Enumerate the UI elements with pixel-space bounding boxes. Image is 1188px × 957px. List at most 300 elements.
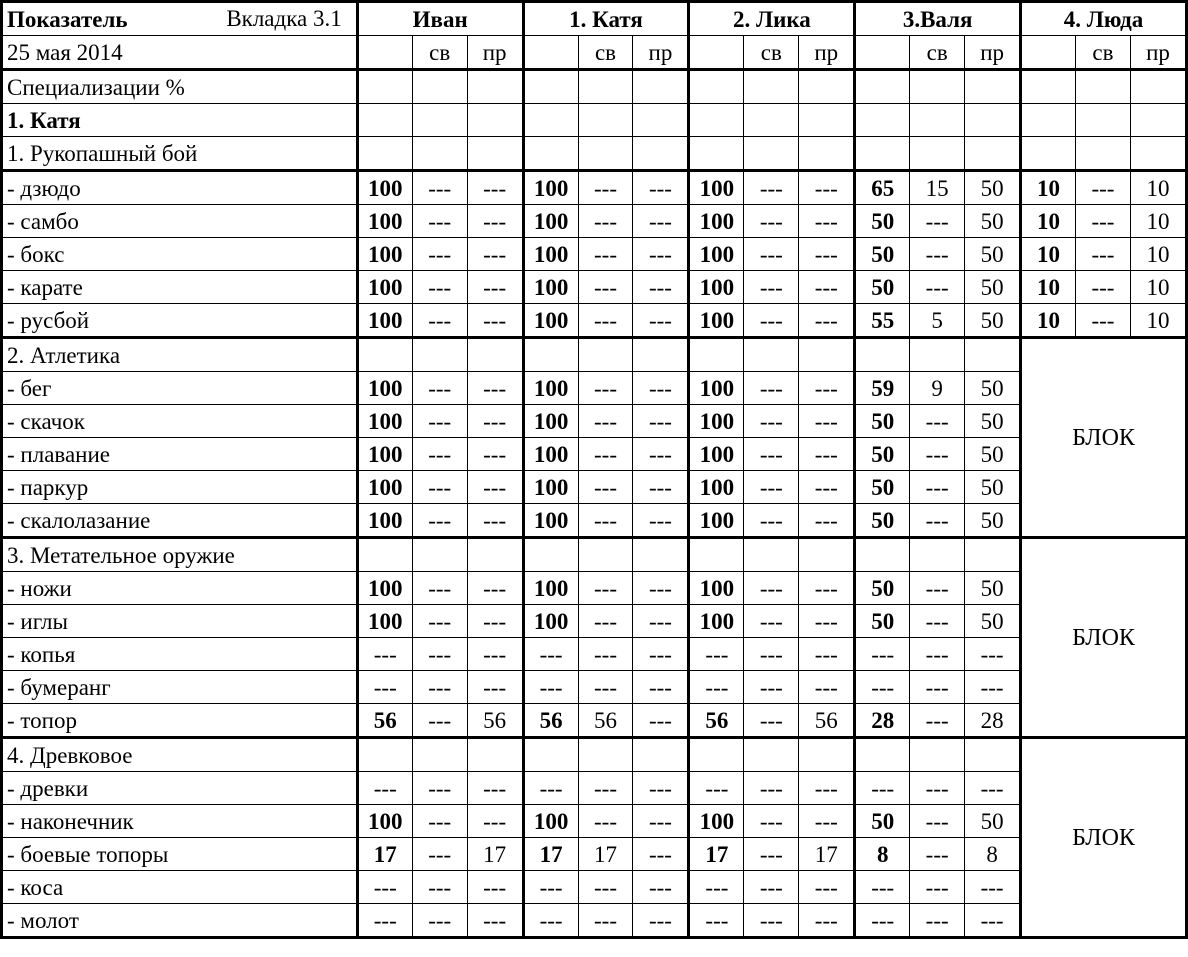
value-cell (799, 104, 855, 137)
value-cell: 50 (965, 471, 1021, 504)
value-cell (744, 104, 799, 137)
value-cell: 100 (523, 238, 578, 271)
row-label: - дзюдо (2, 171, 358, 205)
value-cell: --- (357, 638, 412, 671)
row-label: - бумеранг (2, 671, 358, 704)
value-cell: --- (412, 438, 467, 471)
subheader-row (2, 36, 1187, 70)
value-cell: --- (633, 605, 689, 638)
value-cell: --- (744, 238, 799, 271)
value-cell: 100 (689, 471, 744, 504)
value-cell: 100 (523, 805, 578, 838)
table-row (2, 838, 1187, 871)
value-cell (689, 137, 744, 171)
value-cell: --- (799, 271, 855, 304)
value-cell: 5 (910, 304, 965, 338)
value-cell: --- (578, 205, 633, 238)
value-cell: --- (965, 904, 1021, 938)
value-cell (467, 137, 523, 171)
value-cell: 100 (357, 205, 412, 238)
value-cell (744, 538, 799, 572)
value-cell: --- (412, 271, 467, 304)
table-row (2, 605, 1187, 638)
subheader-cell: св (1076, 36, 1131, 70)
value-cell: --- (467, 238, 523, 271)
value-cell: --- (744, 271, 799, 304)
value-cell: --- (689, 638, 744, 671)
value-cell: 100 (689, 304, 744, 338)
value-cell (412, 738, 467, 772)
row-label: - самбо (2, 205, 358, 238)
value-cell: 56 (578, 704, 633, 738)
value-cell: --- (467, 471, 523, 504)
value-cell: 50 (855, 405, 910, 438)
value-cell (1021, 70, 1076, 104)
value-cell: --- (412, 871, 467, 904)
value-cell: --- (744, 904, 799, 938)
table-row (2, 572, 1187, 605)
header-title-cell (2, 2, 358, 36)
value-cell: --- (467, 671, 523, 704)
value-cell (357, 738, 412, 772)
value-cell: 17 (523, 838, 578, 871)
value-cell: --- (633, 805, 689, 838)
value-cell (744, 70, 799, 104)
value-cell: --- (910, 904, 965, 938)
value-cell (799, 137, 855, 171)
value-cell: --- (633, 238, 689, 271)
value-cell: --- (412, 405, 467, 438)
value-cell: 56 (357, 704, 412, 738)
table-row (2, 904, 1187, 938)
value-cell: --- (910, 504, 965, 538)
value-cell: 9 (910, 372, 965, 405)
value-cell (855, 738, 910, 772)
value-cell: --- (799, 638, 855, 671)
value-cell: --- (633, 438, 689, 471)
table-row (2, 205, 1187, 238)
section-title-row (2, 338, 1187, 372)
value-cell: 50 (855, 271, 910, 304)
value-cell (965, 70, 1021, 104)
value-cell: --- (467, 304, 523, 338)
value-cell: --- (357, 871, 412, 904)
value-cell: 10 (1021, 171, 1076, 205)
value-cell: --- (467, 504, 523, 538)
value-cell: --- (633, 904, 689, 938)
value-cell (412, 137, 467, 171)
value-cell: 100 (523, 205, 578, 238)
value-cell: 10 (1021, 304, 1076, 338)
value-cell: --- (412, 372, 467, 405)
value-cell: --- (633, 471, 689, 504)
value-cell: --- (1076, 205, 1131, 238)
value-cell (467, 70, 523, 104)
value-cell: --- (578, 605, 633, 638)
row-label: - иглы (2, 605, 358, 638)
value-cell: --- (467, 638, 523, 671)
group-header: 2. Лика (689, 2, 855, 36)
value-cell: --- (799, 304, 855, 338)
value-cell: 55 (855, 304, 910, 338)
value-cell: --- (633, 504, 689, 538)
value-cell (467, 338, 523, 372)
value-cell: 50 (965, 405, 1021, 438)
value-cell: --- (744, 838, 799, 871)
value-cell (855, 70, 910, 104)
value-cell: --- (578, 904, 633, 938)
value-cell: --- (467, 572, 523, 605)
value-cell: 50 (855, 605, 910, 638)
value-cell (855, 338, 910, 372)
value-cell: 100 (523, 572, 578, 605)
value-cell: 50 (965, 238, 1021, 271)
value-cell: --- (799, 405, 855, 438)
value-cell: --- (633, 271, 689, 304)
value-cell (689, 104, 744, 137)
value-cell: --- (799, 904, 855, 938)
value-cell: 100 (689, 238, 744, 271)
value-cell: --- (799, 605, 855, 638)
value-cell (357, 70, 412, 104)
value-cell: --- (799, 772, 855, 805)
value-cell (357, 137, 412, 171)
value-cell: --- (412, 838, 467, 871)
value-cell (744, 338, 799, 372)
value-cell: --- (412, 572, 467, 605)
value-cell: --- (744, 504, 799, 538)
value-cell: --- (744, 772, 799, 805)
value-cell: --- (744, 205, 799, 238)
value-cell (523, 70, 578, 104)
value-cell: 100 (523, 504, 578, 538)
value-cell: --- (910, 671, 965, 704)
value-cell (467, 538, 523, 572)
value-cell (689, 338, 744, 372)
value-cell: --- (633, 704, 689, 738)
value-cell: --- (744, 372, 799, 405)
value-cell: 50 (965, 372, 1021, 405)
section-title-row (2, 738, 1187, 772)
value-cell: --- (467, 271, 523, 304)
value-cell: 100 (523, 304, 578, 338)
value-cell: 50 (965, 205, 1021, 238)
value-cell: --- (412, 605, 467, 638)
value-cell: --- (910, 704, 965, 738)
value-cell: 100 (689, 171, 744, 205)
value-cell: --- (633, 871, 689, 904)
value-cell: --- (633, 572, 689, 605)
value-cell (744, 738, 799, 772)
value-cell: --- (744, 871, 799, 904)
value-cell: 50 (855, 205, 910, 238)
value-cell: --- (357, 772, 412, 805)
value-cell: --- (633, 638, 689, 671)
row-label: - бокс (2, 238, 358, 271)
table-row (2, 137, 1187, 171)
group-header: 3.Валя (855, 2, 1021, 36)
value-cell: 100 (523, 171, 578, 205)
value-cell (412, 70, 467, 104)
value-cell: --- (855, 671, 910, 704)
value-cell (799, 538, 855, 572)
value-cell: 10 (1021, 271, 1076, 304)
value-cell (1021, 137, 1076, 171)
value-cell: 100 (357, 504, 412, 538)
table-row (2, 304, 1187, 338)
value-cell: --- (910, 838, 965, 871)
value-cell: 100 (689, 271, 744, 304)
value-cell: 10 (1021, 238, 1076, 271)
value-cell: 28 (855, 704, 910, 738)
table-row (2, 638, 1187, 671)
value-cell (1076, 70, 1131, 104)
value-cell: --- (412, 205, 467, 238)
value-cell (910, 137, 965, 171)
subheader-cell: пр (467, 36, 523, 70)
value-cell: --- (633, 304, 689, 338)
value-cell (633, 70, 689, 104)
value-cell: --- (467, 438, 523, 471)
subheader-cell: св (910, 36, 965, 70)
value-cell: 28 (965, 704, 1021, 738)
row-label: - скачок (2, 405, 358, 438)
value-cell (1130, 70, 1186, 104)
value-cell (855, 137, 910, 171)
value-cell (357, 538, 412, 572)
value-cell (578, 70, 633, 104)
subheader-cell (689, 36, 744, 70)
value-cell: 10 (1130, 304, 1186, 338)
value-cell: --- (689, 772, 744, 805)
value-cell: --- (467, 205, 523, 238)
value-cell: --- (799, 238, 855, 271)
table-row (2, 70, 1187, 104)
value-cell: --- (412, 304, 467, 338)
value-cell: 15 (910, 171, 965, 205)
value-cell: --- (467, 871, 523, 904)
value-cell: --- (744, 704, 799, 738)
group-header: 4. Люда (1021, 2, 1187, 36)
value-cell: 100 (357, 271, 412, 304)
value-cell: 10 (1130, 271, 1186, 304)
table-row (2, 104, 1187, 137)
value-cell: 10 (1130, 205, 1186, 238)
value-cell: --- (357, 904, 412, 938)
value-cell: --- (578, 572, 633, 605)
value-cell: 100 (357, 304, 412, 338)
value-cell: --- (799, 171, 855, 205)
table-row (2, 405, 1187, 438)
value-cell: --- (633, 205, 689, 238)
value-cell: 100 (689, 438, 744, 471)
value-cell: 56 (523, 704, 578, 738)
value-cell: --- (744, 605, 799, 638)
value-cell: 50 (965, 572, 1021, 605)
value-cell: 50 (965, 171, 1021, 205)
value-cell: --- (855, 638, 910, 671)
value-cell: --- (689, 871, 744, 904)
value-cell (965, 538, 1021, 572)
blok-cell: БЛОК (1021, 738, 1187, 938)
value-cell (965, 338, 1021, 372)
value-cell (633, 538, 689, 572)
value-cell (689, 738, 744, 772)
value-cell: 50 (965, 504, 1021, 538)
row-label: - древки (2, 772, 358, 805)
value-cell: --- (799, 504, 855, 538)
page-title: Показатель (7, 6, 128, 32)
value-cell: --- (412, 904, 467, 938)
value-cell (910, 538, 965, 572)
value-cell: 100 (689, 605, 744, 638)
value-cell: 65 (855, 171, 910, 205)
value-cell: 50 (855, 438, 910, 471)
value-cell (910, 104, 965, 137)
value-cell: --- (633, 838, 689, 871)
value-cell: --- (744, 171, 799, 205)
value-cell: --- (578, 171, 633, 205)
subheader-cell (1021, 36, 1076, 70)
section-title: 4. Древковое (2, 738, 358, 772)
value-cell: --- (799, 671, 855, 704)
value-cell: 100 (689, 504, 744, 538)
value-cell: 100 (357, 471, 412, 504)
value-cell (910, 738, 965, 772)
value-cell: 50 (855, 471, 910, 504)
value-cell (412, 104, 467, 137)
value-cell: --- (744, 671, 799, 704)
value-cell: --- (744, 438, 799, 471)
value-cell (689, 70, 744, 104)
value-cell: --- (578, 805, 633, 838)
value-cell: 8 (965, 838, 1021, 871)
value-cell: --- (965, 772, 1021, 805)
value-cell: 100 (523, 271, 578, 304)
value-cell (965, 137, 1021, 171)
table-row (2, 772, 1187, 805)
value-cell: 56 (467, 704, 523, 738)
value-cell: --- (412, 471, 467, 504)
row-label: - скалолазание (2, 504, 358, 538)
value-cell: 17 (799, 838, 855, 871)
value-cell: 100 (357, 405, 412, 438)
value-cell: 50 (965, 304, 1021, 338)
row-label: 1. Катя (2, 104, 358, 137)
value-cell: --- (412, 671, 467, 704)
value-cell: --- (412, 805, 467, 838)
value-cell: --- (467, 605, 523, 638)
subheader-cell: пр (633, 36, 689, 70)
section-title: 2. Атлетика (2, 338, 358, 372)
value-cell: 56 (689, 704, 744, 738)
value-cell: --- (910, 205, 965, 238)
value-cell: --- (910, 572, 965, 605)
tab-label: Вкладка 3.1 (226, 6, 342, 31)
value-cell: --- (910, 271, 965, 304)
subheader-cell: св (412, 36, 467, 70)
value-cell: --- (744, 572, 799, 605)
value-cell: --- (910, 471, 965, 504)
value-cell (578, 738, 633, 772)
value-cell: --- (799, 805, 855, 838)
value-cell: 8 (855, 838, 910, 871)
value-cell: --- (578, 372, 633, 405)
value-cell: --- (799, 471, 855, 504)
value-cell: 100 (357, 238, 412, 271)
value-cell: 17 (689, 838, 744, 871)
value-cell (965, 104, 1021, 137)
row-label: - бег (2, 372, 358, 405)
value-cell (855, 538, 910, 572)
value-cell: 100 (523, 372, 578, 405)
value-cell (523, 538, 578, 572)
value-cell: --- (910, 605, 965, 638)
row-label: - топор (2, 704, 358, 738)
value-cell: 56 (799, 704, 855, 738)
row-label: - коса (2, 871, 358, 904)
value-cell: --- (467, 772, 523, 805)
value-cell: --- (799, 372, 855, 405)
value-cell: --- (633, 171, 689, 205)
table-row (2, 238, 1187, 271)
value-cell (1130, 137, 1186, 171)
value-cell: 100 (689, 372, 744, 405)
value-cell: --- (855, 871, 910, 904)
row-label: Специализации % (2, 70, 358, 104)
value-cell: --- (467, 171, 523, 205)
date-label: 25 мая 2014 (2, 36, 358, 70)
subheader-cell: пр (1130, 36, 1186, 70)
value-cell: --- (633, 671, 689, 704)
value-cell (578, 104, 633, 137)
value-cell (1076, 104, 1131, 137)
value-cell: --- (1076, 304, 1131, 338)
subheader-cell (357, 36, 412, 70)
value-cell: --- (578, 671, 633, 704)
value-cell: --- (523, 671, 578, 704)
value-cell (1130, 104, 1186, 137)
value-cell: 50 (965, 438, 1021, 471)
value-cell: --- (965, 871, 1021, 904)
blok-cell: БЛОК (1021, 338, 1187, 538)
value-cell: --- (357, 671, 412, 704)
subheader-cell: св (744, 36, 799, 70)
value-cell: --- (578, 271, 633, 304)
value-cell (633, 104, 689, 137)
value-cell: --- (910, 871, 965, 904)
value-cell: --- (578, 304, 633, 338)
row-label: - ножи (2, 572, 358, 605)
value-cell: --- (799, 871, 855, 904)
row-label: - русбой (2, 304, 358, 338)
value-cell: --- (523, 871, 578, 904)
value-cell: --- (965, 671, 1021, 704)
value-cell (689, 538, 744, 572)
value-cell (633, 137, 689, 171)
value-cell: 17 (467, 838, 523, 871)
row-label: - наконечник (2, 805, 358, 838)
value-cell: --- (744, 638, 799, 671)
value-cell: 50 (855, 805, 910, 838)
value-cell: --- (578, 471, 633, 504)
table-row (2, 438, 1187, 471)
value-cell: --- (910, 405, 965, 438)
row-label: - боевые топоры (2, 838, 358, 871)
value-cell: --- (412, 638, 467, 671)
value-cell: --- (744, 304, 799, 338)
value-cell: --- (523, 638, 578, 671)
